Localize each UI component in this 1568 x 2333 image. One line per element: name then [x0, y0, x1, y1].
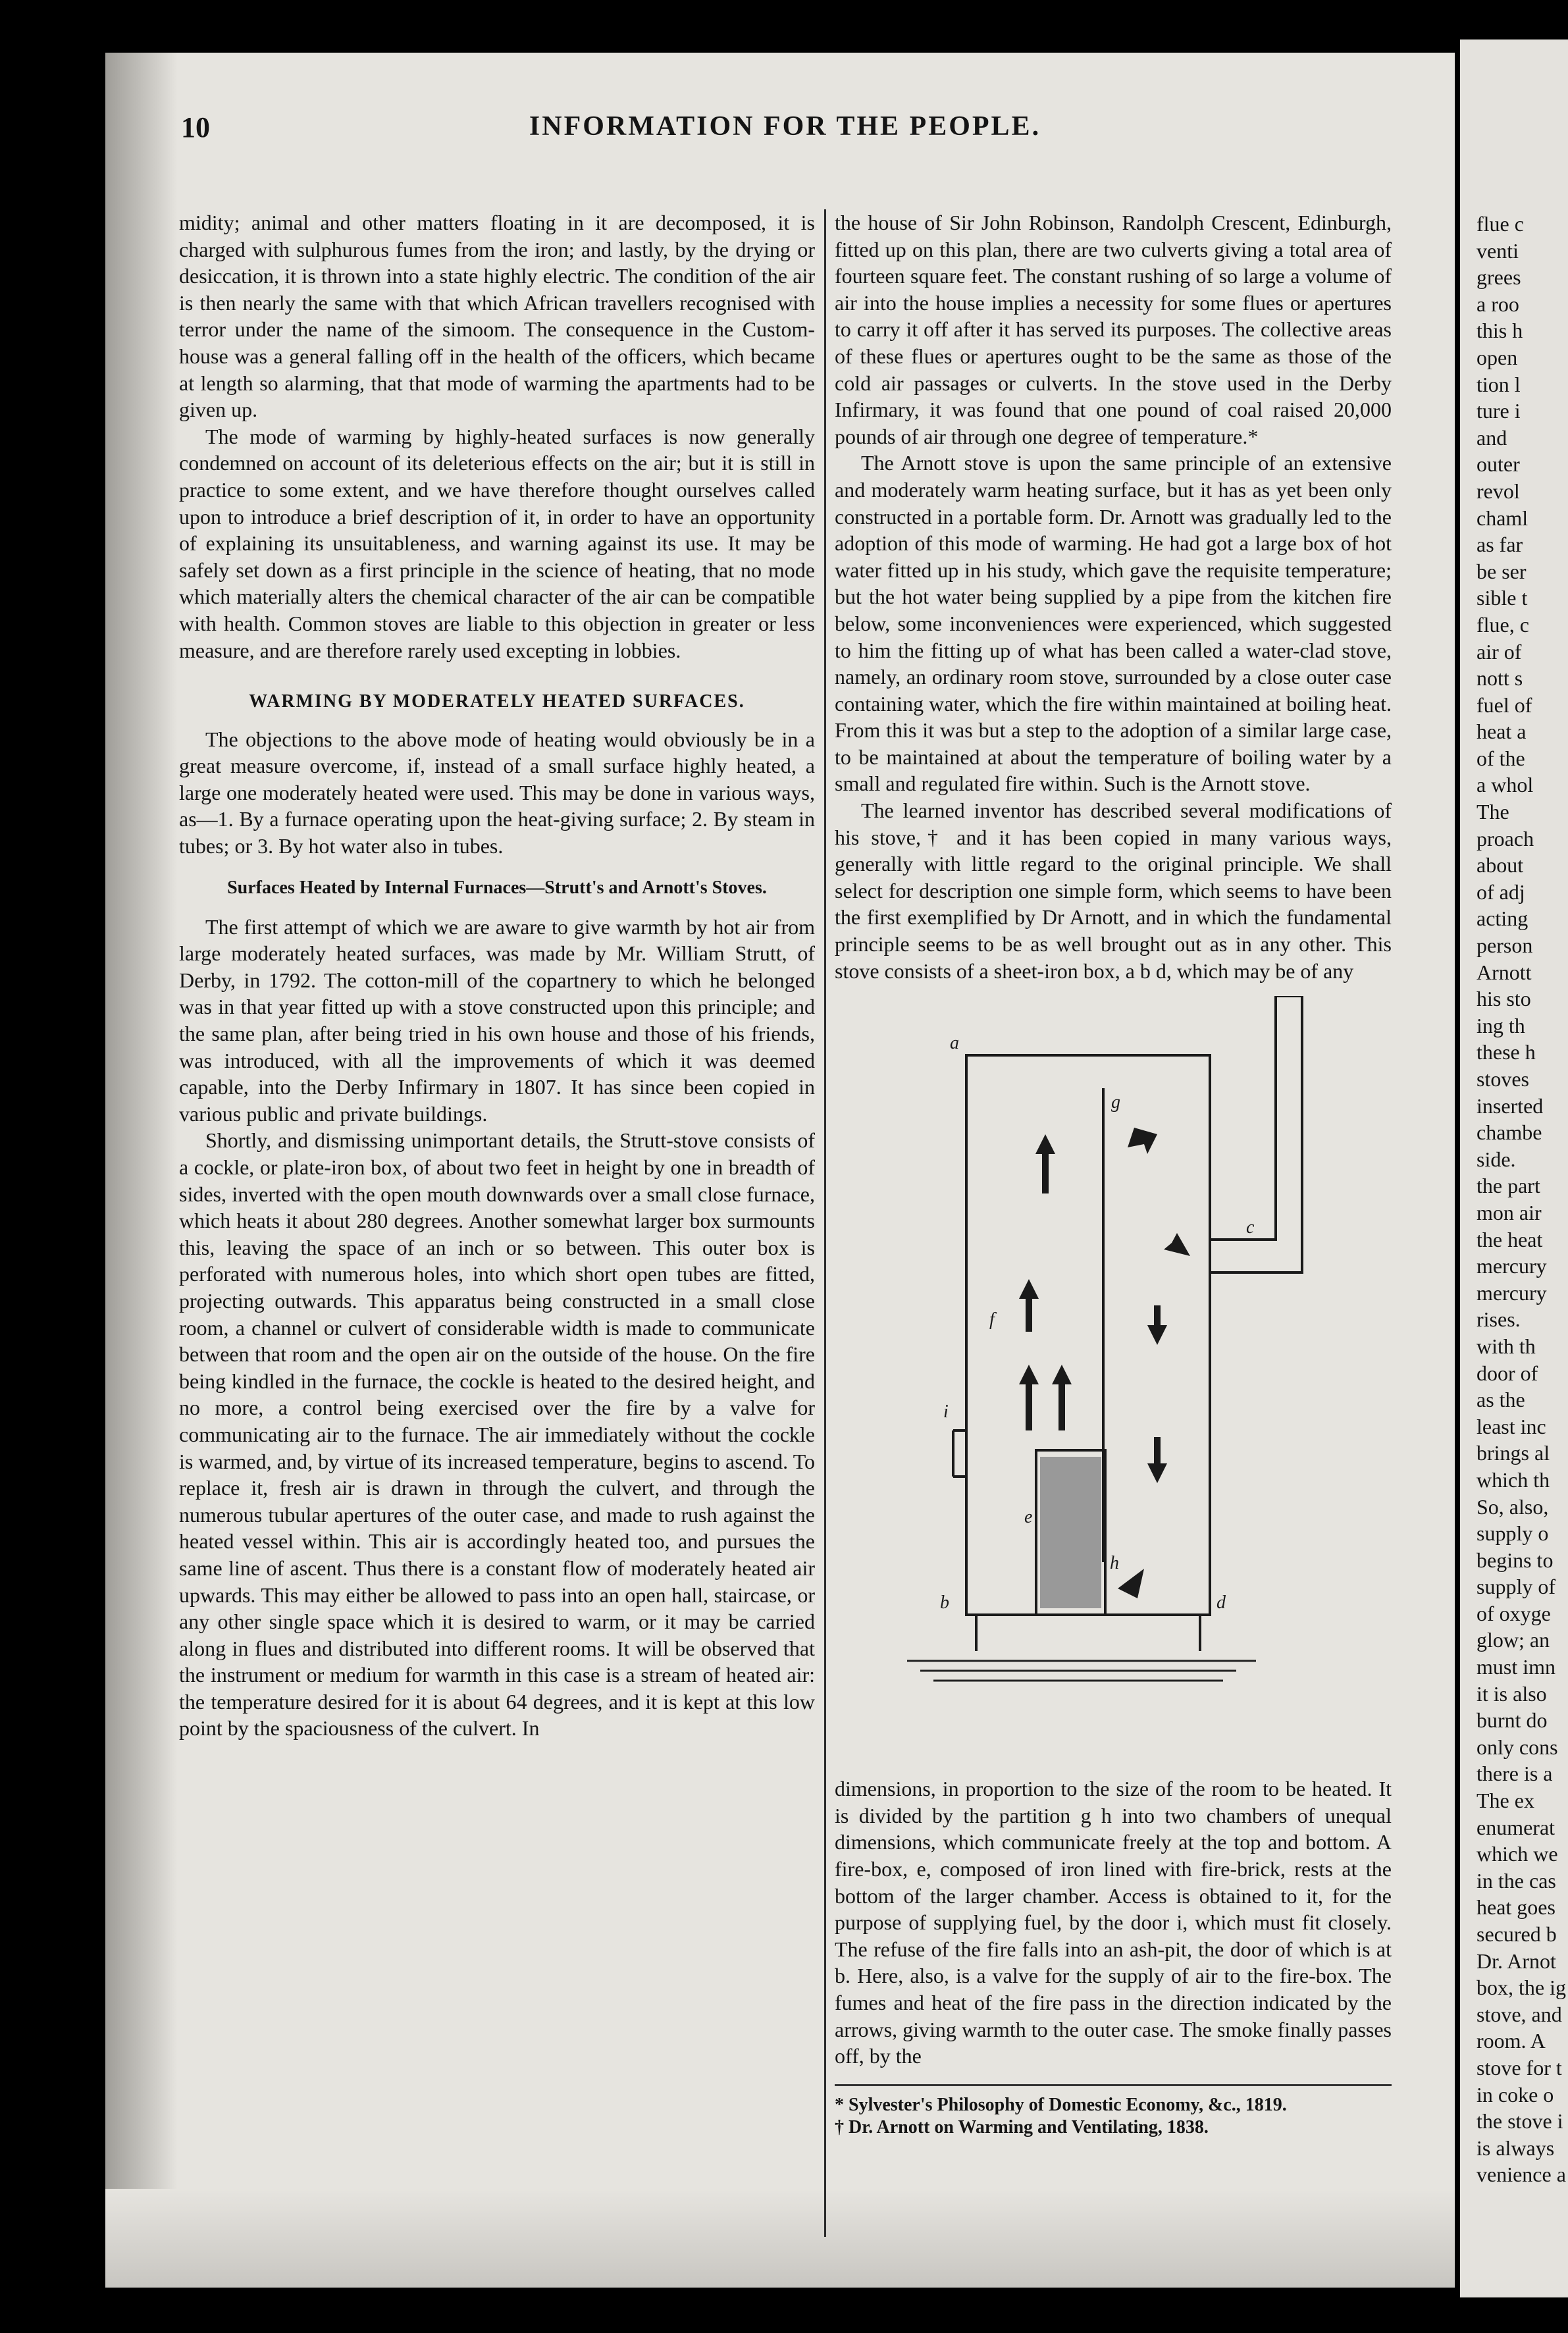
- label-h: h: [1110, 1553, 1119, 1574]
- adjacent-line: Dr. Arnot: [1477, 1949, 1556, 1973]
- adjacent-line: his sto: [1477, 987, 1531, 1011]
- footnote: † Dr. Arnott on Warming and Ventilating, 1838.: [835, 2116, 1209, 2137]
- adjacent-line: So, also,: [1477, 1494, 1549, 1519]
- adjacent-line: side.: [1477, 1147, 1516, 1171]
- adjacent-line: inserted: [1477, 1093, 1544, 1118]
- label-i: i: [943, 1402, 949, 1423]
- paragraph: the house of Sir John Robinson, Randolph Crescent, Edinburgh, fitted up on this plan, there are two culverts giving a total area of fourteen square feet. The constant rushing of so large a volume of air into the house implies a necessity for some flues or apertures to carry it off after it has served its purposes. The collective areas of these flues or apertures ought to be the same as those of the cold air passages or culverts. In the stove used in the Derby Infirmary, it was found that one pound of coal raised 20,000 pounds of air through one degree of temperature.*: [835, 211, 1392, 448]
- label-d: d: [1216, 1592, 1226, 1613]
- adjacent-line: The ex: [1477, 1789, 1534, 1813]
- label-c: c: [1246, 1217, 1255, 1238]
- adjacent-line: tion l: [1477, 372, 1521, 396]
- adjacent-line: is always: [1477, 2136, 1555, 2160]
- adjacent-line: The: [1477, 800, 1509, 824]
- stove-diagram: [835, 996, 1392, 1766]
- adjacent-line: stove, and: [1477, 2002, 1562, 2026]
- fuel-coals: [1040, 1457, 1101, 1608]
- adjacent-line: burnt do: [1477, 1708, 1548, 1733]
- adjacent-line: secured b: [1477, 1922, 1557, 1946]
- adjacent-line: about: [1477, 853, 1524, 878]
- adjacent-line: stove for t: [1477, 2055, 1562, 2080]
- adjacent-line: be ser: [1477, 559, 1527, 583]
- page-number: 10: [181, 111, 210, 144]
- adjacent-line: flue c: [1477, 212, 1524, 236]
- adjacent-line: which we: [1477, 1842, 1558, 1866]
- adjacent-line: enumerat: [1477, 1815, 1555, 1839]
- adjacent-line: ing th: [1477, 1013, 1525, 1037]
- adjacent-line: supply of: [1477, 1575, 1555, 1599]
- adjacent-line: a whol: [1477, 773, 1534, 797]
- left-column: [179, 209, 815, 2237]
- adjacent-line: fuel of: [1477, 693, 1532, 717]
- paragraph: The objections to the above mode of heating would obviously be in a great measure overcome, if, instead of a small surface highly heated, a large one moderately heated were used. This may be done in various ways, as—1. By a furnace operating upon the heat-giving surface; 2. By steam in tubes; or 3. By hot water also in tubes.: [179, 727, 815, 858]
- adjacent-line: acting: [1477, 906, 1529, 931]
- adjacent-line: ture i: [1477, 399, 1521, 423]
- label-e: e: [1024, 1507, 1033, 1528]
- adjacent-line: there is a: [1477, 1762, 1553, 1786]
- adjacent-line: in the cas: [1477, 1868, 1556, 1893]
- adjacent-line: of adj: [1477, 879, 1525, 904]
- adjacent-line: with th: [1477, 1334, 1536, 1358]
- paragraph: midity; animal and other matters floating in it are decomposed, it is charged with sulphurous fumes from the iron; and lastly, by the drying or desiccation, it is thrown into a state highly electric. The condition of the air is then nearly the same with that which African travellers recognised with terror under the name of the simoom. The consequence in the Custom-house was a general falling off in the health of the officers, which became at length so alarming, that that mode of warming the apartments had to be given up.: [179, 211, 815, 422]
- adjacent-line: the heat: [1477, 1227, 1543, 1251]
- paragraph: The mode of warming by highly-heated surfaces is now generally condemned on account of its deleterious effects on the air; but it is still in practice to some extent, and we have therefore thought ourselves called upon to introduce a brief description of it, in order to have an opportunity of explaining its unsuitableness, and warning against its use. It may be safely set down as a first principle in the science of heating, that no mode which materially alters the chemical character of the air can be compatible with health. Common stoves are liable to this objection in greater or less measure, and are therefore rarely used excepting in lobbies.: [179, 424, 815, 662]
- adjacent-line: of oxyge: [1477, 1601, 1551, 1625]
- adjacent-line: venience a: [1477, 2163, 1566, 2187]
- adjacent-line: door of: [1477, 1361, 1538, 1385]
- adjacent-line: supply o: [1477, 1521, 1549, 1546]
- footnote-rule: [835, 2084, 1392, 2086]
- adjacent-line: of the: [1477, 746, 1525, 770]
- footnote: * Sylvester's Philosophy of Domestic Economy, &c., 1819.: [835, 2094, 1287, 2115]
- adjacent-line: stoves: [1477, 1067, 1529, 1091]
- adjacent-line: venti: [1477, 238, 1519, 263]
- adjacent-line: Arnott: [1477, 960, 1532, 984]
- page-header: [181, 111, 1389, 150]
- adjacent-line: chaml: [1477, 506, 1529, 530]
- adjacent-line: sible t: [1477, 586, 1528, 610]
- adjacent-line: rises.: [1477, 1307, 1521, 1332]
- adjacent-line: begins to: [1477, 1548, 1554, 1572]
- adjacent-page-text: [1460, 39, 1568, 2188]
- adjacent-line: which th: [1477, 1467, 1550, 1492]
- binding-shadow: [105, 53, 178, 2288]
- adjacent-line: and: [1477, 425, 1507, 450]
- adjacent-line: the part: [1477, 1174, 1540, 1198]
- adjacent-line: flue, c: [1477, 612, 1529, 637]
- section-heading: WARMING BY MODERATELY HEATED SURFACES.: [249, 691, 745, 712]
- adjacent-line: mercury: [1477, 1280, 1547, 1305]
- adjacent-line: brings al: [1477, 1441, 1550, 1465]
- adjacent-line: heat a: [1477, 720, 1527, 744]
- adjacent-line: least inc: [1477, 1414, 1546, 1438]
- adjacent-page: [1460, 39, 1568, 2297]
- adjacent-line: in coke o: [1477, 2082, 1554, 2107]
- adjacent-line: box, the ig: [1477, 1976, 1566, 2000]
- adjacent-line: as the: [1477, 1388, 1525, 1412]
- smoke-flue-c: [1210, 996, 1302, 1272]
- label-g: g: [1111, 1092, 1120, 1113]
- running-title: INFORMATION FOR THE PEOPLE.: [529, 111, 1041, 142]
- adjacent-line: grees: [1477, 265, 1521, 290]
- label-b: b: [940, 1592, 949, 1613]
- adjacent-line: the stove i: [1477, 2109, 1563, 2134]
- adjacent-line: glow; an: [1477, 1628, 1550, 1652]
- adjacent-line: room. A: [1477, 2029, 1546, 2053]
- subsection-heading: Surfaces Heated by Internal Furnaces—Strutt's and Arnott's Stoves.: [227, 877, 767, 898]
- label-a: a: [950, 1033, 959, 1054]
- adjacent-line: open: [1477, 345, 1518, 369]
- adjacent-line: outer: [1477, 452, 1520, 477]
- paragraph: The learned inventor has described several modifications of his stove,† and it has been copied in many various ways, generally with little regard to the original principle. We shall select for description one simple form, which seems to have been the first exemplified by Dr Arnott, and in which the fundamental principle seems to be as well brought out as in any other. This stove consists of a sheet-iron box, a b d, which may be of any: [835, 799, 1392, 983]
- adjacent-line: mercury: [1477, 1254, 1547, 1278]
- adjacent-line: only cons: [1477, 1735, 1558, 1759]
- paragraph: The Arnott stove is upon the same principle of an extensive and moderately warm heating surface, but it has as yet been only constructed in a portable form. Dr. Arnott was gradually led to the adoption of this mode of warming. He had got a large box of hot water fitted up in his study, which gave the requisite temperature; but the hot water being supplied by a pipe from the kitchen fire below, some inconveniences were experienced, which suggested to him the fitting up of what has been called a water-clad stove, namely, an ordinary room stove, surrounded by a close outer case containing water, which the fire within maintained at boiling heat. From this it was but a step to the adoption of a similar large case, to be maintained at about the temperature of boiling water by a small and regulated fire within. Such is the Arnott stove.: [835, 451, 1392, 796]
- adjacent-line: this h: [1477, 319, 1523, 343]
- paragraph: Shortly, and dismissing unimportant details, the Strutt-stove consists of a cockle, or plate-iron box, of about two feet in height by one in breadth of sides, inverted with the open mouth downwards over a small close furnace, which heats it about 280 degrees. Another somewhat larger box surmounts this, leaving the space of an inch or so between. This outer box is perforated with numerous holes, into which short open tubes are fitted, projecting outwards. This apparatus being constructed in a small close room, a channel or culvert of considerable width is made to communicate between that room and the open air on the outside of the house. On the fire being kindled in the furnace, the cockle is heated to the desired height, and no more, a control being exercised over the fire by a valve for communicating air to the furnace. The air immediately without the cockle is warmed, and, by virtue of its increased temperature, begins to ascend. To replace it, fresh air is drawn in through the culvert, and through the numerous tubular apertures of the outer case, and made to rush against the heated vessel within. This air is accordingly heated too, and pursues the same line of ascent. Thus there is a constant flow of moderately heated air upwards. This may either be allowed to pass into an open hall, staircase, or any other single space which it is desired to warm, or it may be carried along in flues and distributed into different rooms. It will be observed that the instrument or medium for warmth in this case is a stream of heated air: the temperature desired for it is about 64 degrees, and it is kept at this low point by the spaciousness of the culvert. In: [179, 1128, 815, 1741]
- column-rule: [824, 209, 826, 2237]
- paragraph: The first attempt of which we are aware to give warmth by hot air from large moderately heated surfaces, was made by Mr. William Strutt, of Derby, in 1792. The cotton-mill of the copartnery to which he belonged was in that year fitted up with a stove constructed upon this principle; and the same plan, after being tried in his own house and those of his friends, was introduced, with all the improvements of which it was deemed capable, into the Derby Infirmary in 1807. It has since been copied in various public and private buildings.: [179, 914, 815, 1126]
- adjacent-line: these h: [1477, 1040, 1536, 1064]
- adjacent-line: proach: [1477, 826, 1534, 851]
- adjacent-line: as far: [1477, 533, 1523, 557]
- adjacent-line: person: [1477, 933, 1533, 958]
- adjacent-line: must imn: [1477, 1655, 1556, 1679]
- adjacent-line: a roo: [1477, 292, 1519, 316]
- adjacent-line: it is also: [1477, 1681, 1547, 1706]
- adjacent-line: mon air: [1477, 1200, 1542, 1224]
- adjacent-line: chambe: [1477, 1120, 1542, 1145]
- adjacent-line: nott s: [1477, 666, 1523, 691]
- adjacent-line: heat goes: [1477, 1895, 1555, 1920]
- adjacent-line: air of: [1477, 639, 1522, 664]
- right-column: [835, 209, 1392, 2237]
- adjacent-line: revol: [1477, 479, 1520, 503]
- arnott-stove-figure: [835, 996, 1392, 1766]
- paragraph: dimensions, in proportion to the size of the room to be heated. It is divided by the partition g h into two chambers of unequal dimensions, which communicate freely at the top and bottom. A fire-box, e, composed of iron lined with fire-brick, rests at the bottom of the larger chamber. Access is obtained to it, for the purpose of supplying fuel, by the door i, which must fit closely. The refuse of the fire falls into an ash-pit, the door of which is at b. Here, also, is a valve for the supply of air to the fire-box. The fumes and heat of the fire pass in the direction indicated by the arrows, giving warmth to the outer case. The smoke finally passes off, by the: [835, 1777, 1392, 2068]
- label-f: f: [989, 1309, 995, 1330]
